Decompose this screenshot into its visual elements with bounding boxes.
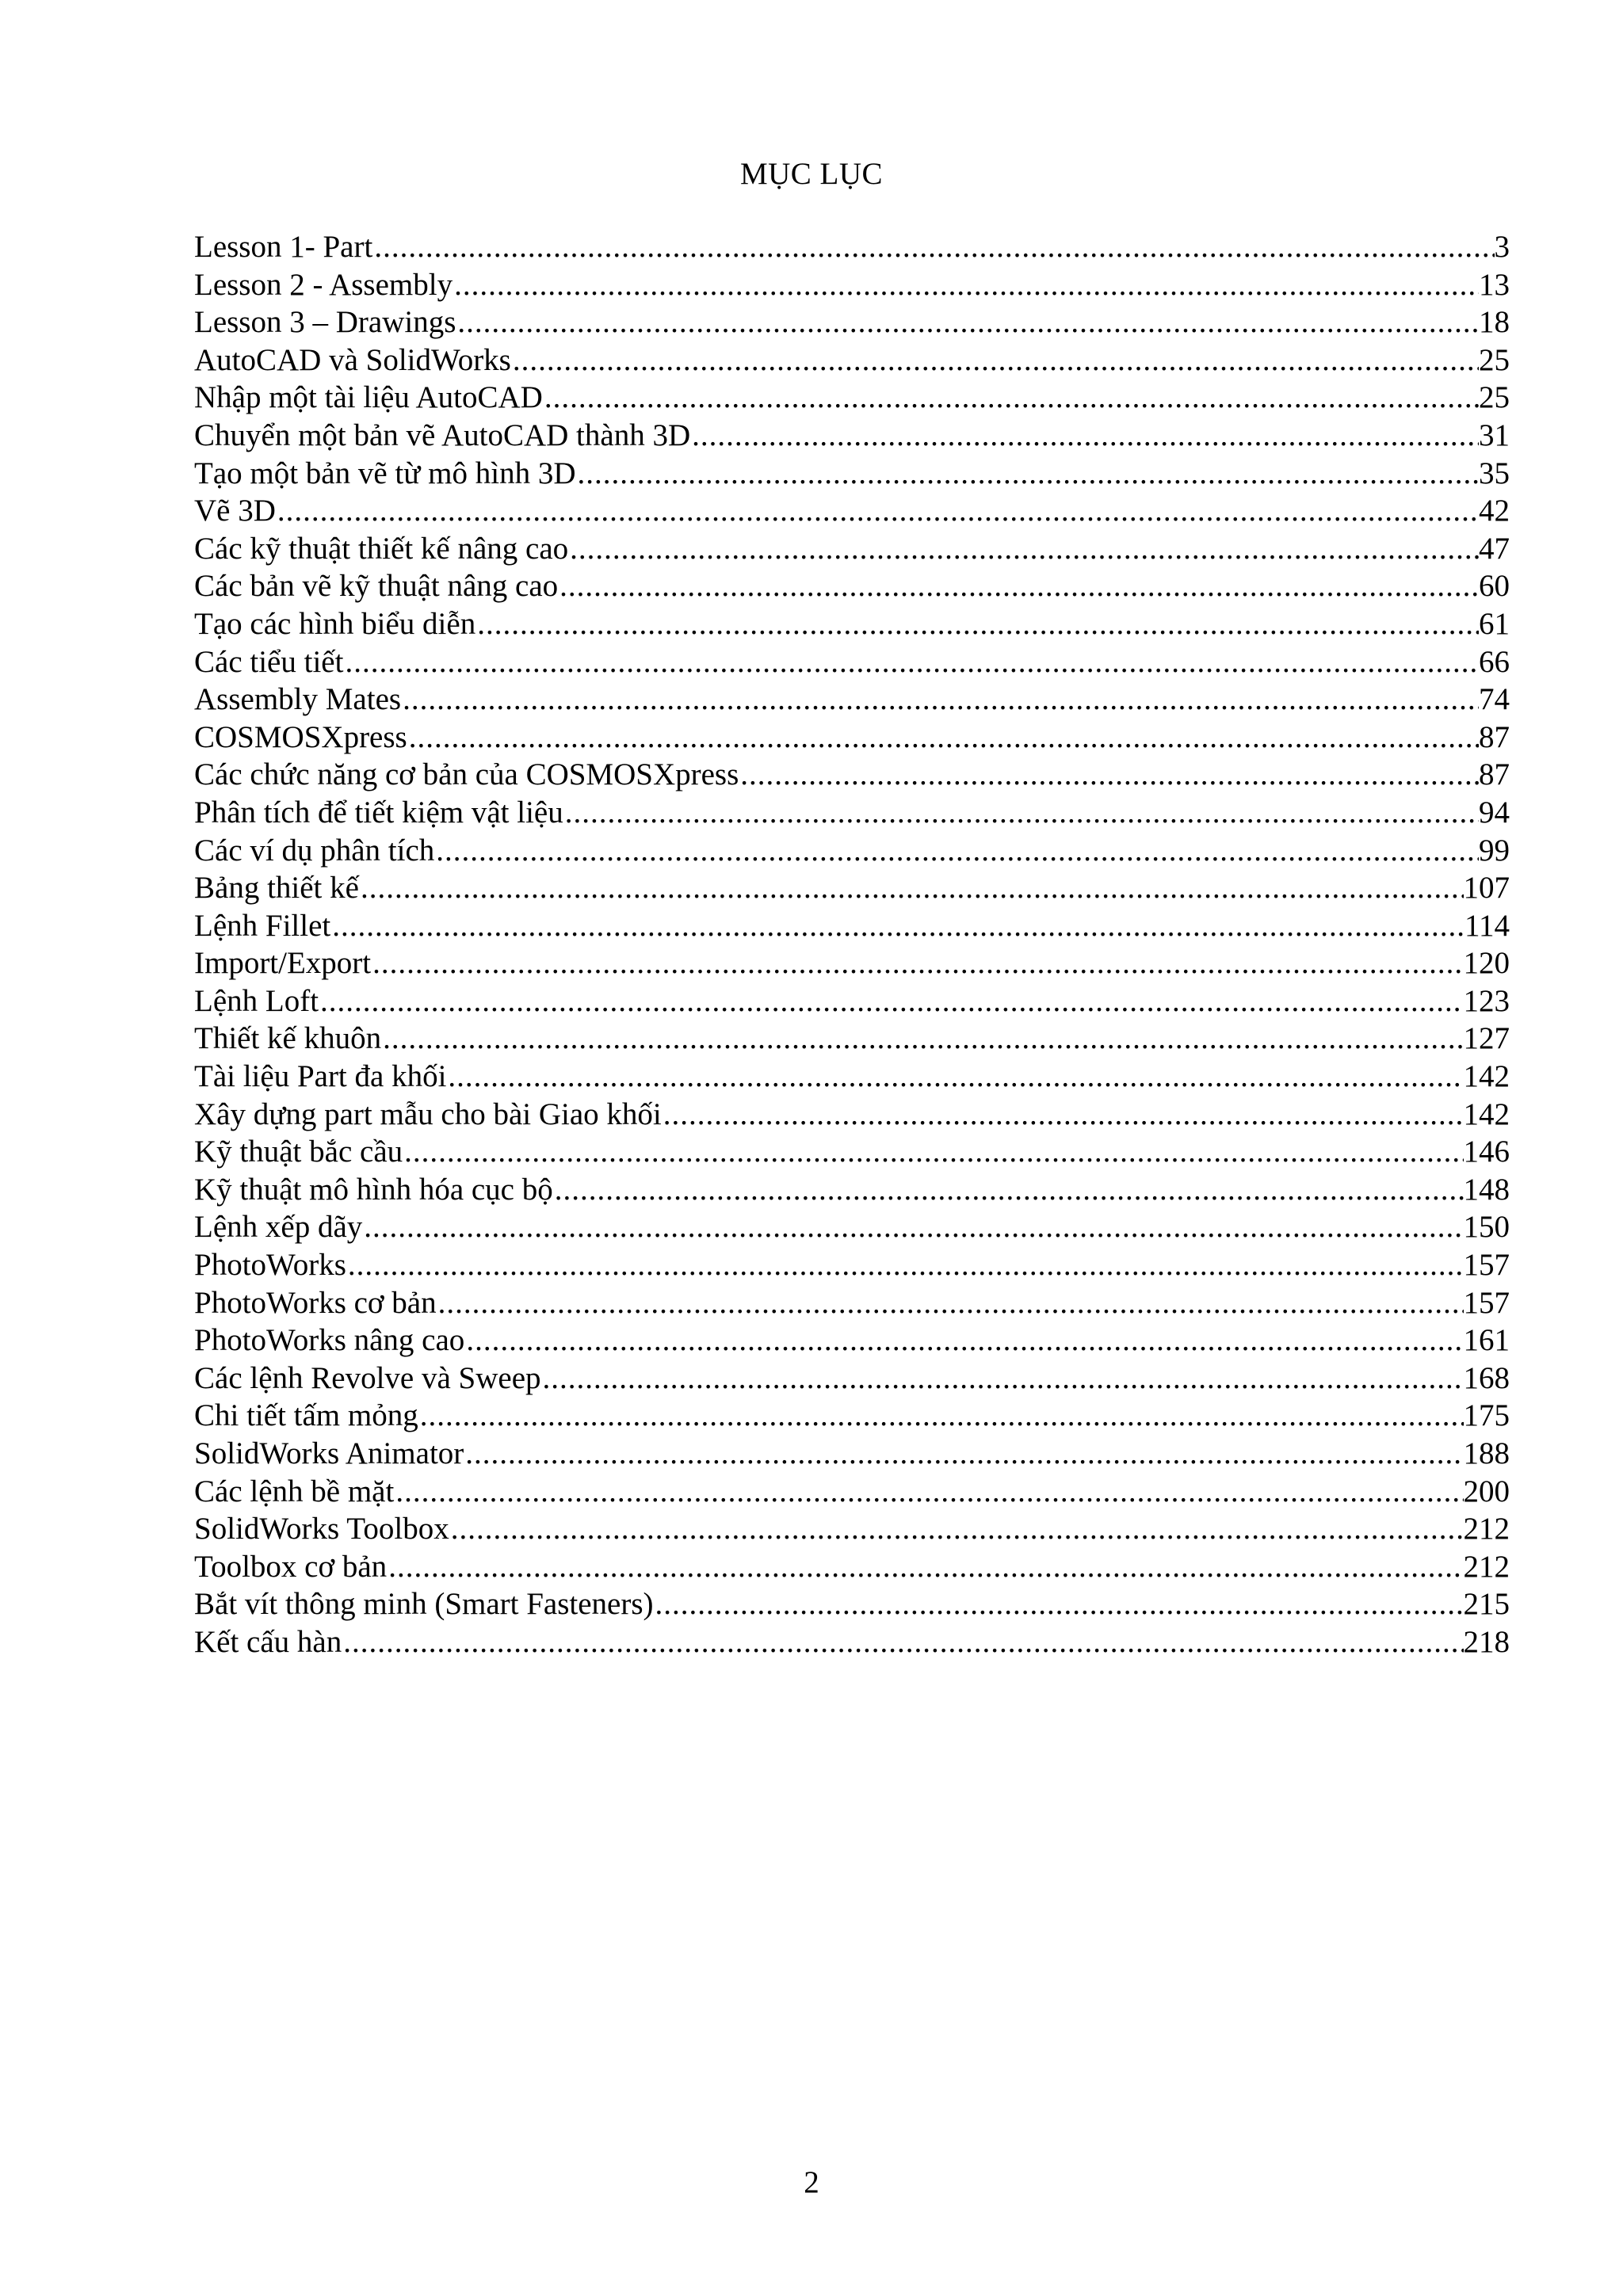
dot-leader <box>434 832 1479 870</box>
dot-leader <box>464 1435 1463 1473</box>
toc-entry-page: 146 <box>1463 1135 1510 1169</box>
toc-entry[interactable] <box>194 1133 1510 1171</box>
toc-entry-page: 218 <box>1463 1624 1510 1659</box>
table-of-contents <box>194 228 1510 1661</box>
toc-entry[interactable] <box>194 1096 1510 1134</box>
dot-leader <box>372 228 1494 266</box>
toc-entry-page: 25 <box>1479 342 1510 377</box>
toc-entry[interactable] <box>194 379 1510 417</box>
toc-entry-title: Các chức năng cơ bản của COSMOSXpress <box>194 757 739 792</box>
toc-entry-title: Nhập một tài liệu AutoCAD <box>194 380 543 415</box>
dot-leader <box>553 1171 1464 1209</box>
toc-entry-page: 142 <box>1463 1097 1510 1131</box>
page-title: MỤC LỤC <box>739 157 884 191</box>
dot-leader <box>346 1246 1464 1284</box>
toc-entry-title: PhotoWorks <box>194 1248 346 1283</box>
toc-entry-title: Tạo các hình biểu diễn <box>194 606 476 641</box>
toc-entry-page: 3 <box>1494 230 1510 264</box>
dot-leader <box>394 1473 1463 1511</box>
toc-entry[interactable] <box>194 492 1510 530</box>
dot-leader <box>387 1548 1463 1586</box>
toc-entry-page: 94 <box>1479 795 1510 830</box>
toc-entry-title: Lesson 3 – Drawings <box>194 305 456 340</box>
dot-leader <box>403 1133 1463 1171</box>
toc-entry[interactable] <box>194 417 1510 455</box>
toc-entry-page: 168 <box>1463 1360 1510 1395</box>
dot-leader <box>418 1397 1464 1435</box>
dot-leader <box>568 530 1479 568</box>
toc-entry[interactable] <box>194 1208 1510 1246</box>
toc-entry-title: Các kỹ thuật thiết kế nâng cao <box>194 531 569 566</box>
toc-entry-title: SolidWorks Toolbox <box>194 1512 449 1547</box>
toc-entry-page: 35 <box>1479 456 1510 490</box>
dot-leader <box>342 1623 1463 1661</box>
toc-entry[interactable] <box>194 869 1510 907</box>
toc-entry[interactable] <box>194 530 1510 568</box>
dot-leader <box>449 1510 1464 1548</box>
toc-entry-page: 157 <box>1463 1285 1510 1320</box>
toc-entry[interactable] <box>194 1548 1510 1586</box>
dot-leader <box>558 567 1479 605</box>
toc-entry-page: 42 <box>1479 494 1510 528</box>
toc-entry[interactable] <box>194 681 1510 719</box>
page-number: 2 <box>804 2165 819 2199</box>
dot-leader <box>362 1208 1463 1246</box>
toc-entry-title: Lệnh Loft <box>194 983 319 1018</box>
toc-entry-page: 161 <box>1463 1323 1510 1358</box>
toc-entry[interactable] <box>194 1473 1510 1511</box>
toc-entry-title: Bảng thiết kế <box>194 871 359 906</box>
toc-entry-page: 18 <box>1479 305 1510 340</box>
toc-entry-page: 123 <box>1463 983 1510 1018</box>
toc-entry[interactable] <box>194 1020 1510 1058</box>
toc-entry[interactable] <box>194 643 1510 681</box>
toc-entry-title: Kỹ thuật bắc cầu <box>194 1135 403 1169</box>
toc-entry[interactable] <box>194 982 1510 1020</box>
toc-entry[interactable] <box>194 1397 1510 1435</box>
toc-entry[interactable] <box>194 567 1510 605</box>
toc-entry-page: 142 <box>1463 1059 1510 1094</box>
dot-leader <box>343 643 1479 681</box>
toc-entry-title: Lệnh xếp dãy <box>194 1210 363 1245</box>
toc-entry-page: 107 <box>1463 871 1510 906</box>
toc-entry-page: 212 <box>1463 1512 1510 1547</box>
toc-entry-title: PhotoWorks nâng cao <box>194 1323 465 1358</box>
toc-entry-title: Vẽ 3D <box>194 494 276 528</box>
dot-leader <box>371 944 1463 982</box>
dot-leader <box>464 1322 1463 1360</box>
toc-entry[interactable] <box>194 455 1510 493</box>
toc-entry[interactable] <box>194 794 1510 832</box>
toc-entry-title: Bắt vít thông minh (Smart Fasteners) <box>194 1587 654 1622</box>
toc-entry-page: 74 <box>1479 682 1510 717</box>
toc-entry-page: 60 <box>1479 569 1510 604</box>
dot-leader <box>330 907 1465 945</box>
toc-entry-page: 13 <box>1479 267 1510 302</box>
dot-leader <box>543 379 1479 417</box>
dot-leader <box>359 869 1464 907</box>
toc-entry[interactable] <box>194 266 1510 304</box>
toc-entry-title: Các lệnh Revolve và Sweep <box>194 1360 541 1395</box>
toc-entry[interactable] <box>194 341 1510 379</box>
toc-entry-page: 114 <box>1464 908 1510 943</box>
toc-entry-page: 200 <box>1463 1474 1510 1508</box>
toc-entry-page: 120 <box>1463 946 1510 981</box>
toc-entry-title: Các bản vẽ kỹ thuật nâng cao <box>194 569 559 604</box>
toc-entry-title: Các tiểu tiết <box>194 644 344 679</box>
toc-entry-page: 61 <box>1479 606 1510 641</box>
toc-entry-page: 87 <box>1479 719 1510 754</box>
toc-entry[interactable] <box>194 605 1510 643</box>
toc-entry[interactable] <box>194 1510 1510 1548</box>
dot-leader <box>739 756 1479 794</box>
toc-entry[interactable] <box>194 1246 1510 1284</box>
toc-entry-page: 87 <box>1479 757 1510 792</box>
toc-entry-title: Kết cấu hàn <box>194 1624 342 1659</box>
dot-leader <box>381 1020 1463 1058</box>
toc-entry-title: Phân tích để tiết kiệm vật liệu <box>194 795 563 830</box>
toc-entry-page: 150 <box>1463 1210 1510 1245</box>
toc-entry[interactable] <box>194 832 1510 870</box>
dot-leader <box>541 1360 1464 1398</box>
toc-entry-title: AutoCAD và SolidWorks <box>194 342 511 377</box>
toc-entry[interactable] <box>194 303 1510 341</box>
toc-entry[interactable] <box>194 907 1510 945</box>
toc-entry-title: Xây dựng part mẫu cho bài Giao khối <box>194 1097 662 1131</box>
dot-leader <box>401 681 1479 719</box>
toc-entry-title: Toolbox cơ bản <box>194 1549 388 1584</box>
toc-entry[interactable] <box>194 944 1510 982</box>
toc-entry-page: 157 <box>1463 1248 1510 1283</box>
dot-leader <box>407 719 1479 757</box>
toc-entry[interactable] <box>194 756 1510 794</box>
dot-leader <box>453 266 1479 304</box>
toc-entry-title: Thiết kế khuôn <box>194 1021 382 1056</box>
dot-leader <box>575 455 1479 493</box>
dot-leader <box>690 417 1479 455</box>
toc-entry-title: Kỹ thuật mô hình hóa cục bộ <box>194 1172 553 1207</box>
toc-entry[interactable] <box>194 1623 1510 1661</box>
toc-entry-page: 212 <box>1463 1549 1510 1584</box>
toc-entry[interactable] <box>194 719 1510 757</box>
toc-entry-title: Các ví dụ phân tích <box>194 833 435 868</box>
toc-entry-page: 215 <box>1463 1587 1510 1622</box>
toc-entry-title: PhotoWorks cơ bản <box>194 1285 437 1320</box>
toc-entry-page: 188 <box>1463 1436 1510 1470</box>
toc-entry[interactable] <box>194 1284 1510 1322</box>
toc-entry-title: Chi tiết tấm mỏng <box>194 1398 418 1433</box>
dot-leader <box>276 492 1479 530</box>
toc-entry[interactable] <box>194 1435 1510 1473</box>
dot-leader <box>563 794 1479 832</box>
dot-leader <box>456 303 1479 341</box>
toc-entry-title: Chuyển một bản vẽ AutoCAD thành 3D <box>194 418 691 452</box>
dot-leader <box>475 605 1479 643</box>
dot-leader <box>446 1058 1463 1096</box>
toc-entry[interactable] <box>194 1585 1510 1623</box>
toc-entry-title: COSMOSXpress <box>194 719 407 754</box>
toc-entry-title: Các lệnh bề mặt <box>194 1474 395 1508</box>
toc-entry[interactable] <box>194 1058 1510 1096</box>
toc-entry-page: 47 <box>1479 531 1510 566</box>
toc-entry-page: 175 <box>1463 1398 1510 1433</box>
toc-entry-page: 127 <box>1463 1021 1510 1056</box>
dot-leader <box>654 1585 1464 1623</box>
toc-entry[interactable] <box>194 228 1510 266</box>
toc-entry-page: 31 <box>1479 418 1510 452</box>
toc-entry[interactable] <box>194 1322 1510 1360</box>
toc-entry-title: Tạo một bản vẽ từ mô hình 3D <box>194 456 576 490</box>
toc-entry-title: SolidWorks Animator <box>194 1436 464 1470</box>
toc-entry[interactable] <box>194 1171 1510 1209</box>
dot-leader <box>511 341 1479 379</box>
toc-entry-title: Lesson 1- Part <box>194 230 373 264</box>
toc-entry-title: Lệnh Fillet <box>194 908 331 943</box>
toc-entry-title: Assembly Mates <box>194 682 402 717</box>
toc-entry-page: 99 <box>1479 833 1510 868</box>
dot-leader <box>662 1096 1464 1134</box>
toc-entry-title: Import/Export <box>194 946 372 981</box>
toc-entry-page: 148 <box>1463 1172 1510 1207</box>
dot-leader <box>437 1284 1464 1322</box>
toc-entry-title: Lesson 2 - Assembly <box>194 267 453 302</box>
dot-leader <box>319 982 1463 1020</box>
toc-entry-title: Tài liệu Part đa khối <box>194 1059 447 1094</box>
toc-entry[interactable] <box>194 1360 1510 1398</box>
toc-entry-page: 25 <box>1479 380 1510 415</box>
toc-entry-page: 66 <box>1479 644 1510 679</box>
